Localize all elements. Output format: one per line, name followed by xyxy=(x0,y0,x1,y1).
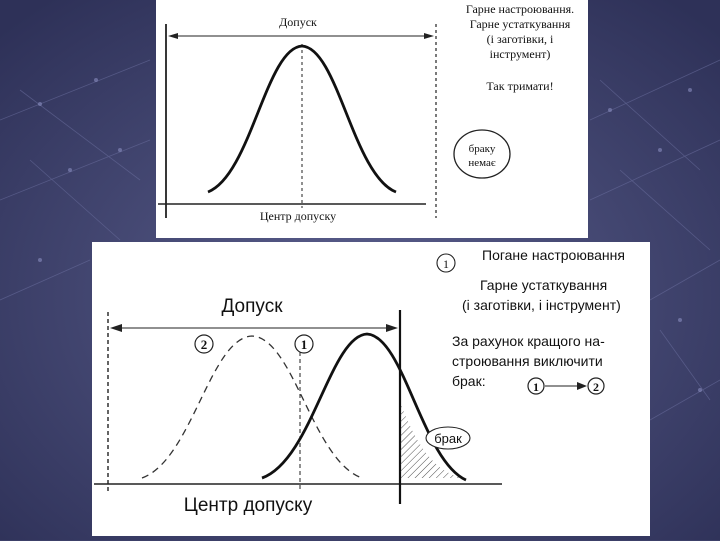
center-label: Центр допуску xyxy=(183,495,313,516)
advice-line-3: брак: xyxy=(452,373,486,389)
legend-line-1: Погане настроювання xyxy=(482,247,625,263)
advice-line-1: За рахунок кращого на- xyxy=(452,333,605,349)
svg-text:1: 1 xyxy=(443,257,449,271)
tolerance-label: Допуск xyxy=(221,296,283,317)
keep-label: Так тримати! xyxy=(486,79,554,93)
legend-line-2: Гарне устаткування xyxy=(480,277,608,293)
svg-text:1: 1 xyxy=(300,337,308,352)
good-setup-diagram xyxy=(156,0,588,238)
bubble-line-2: немає xyxy=(468,157,496,169)
tolerance-label: Допуск xyxy=(279,15,317,29)
bad-setup-panel xyxy=(92,242,650,536)
svg-text:1: 1 xyxy=(533,380,539,394)
bad-setup-diagram xyxy=(92,242,650,536)
note-line-2: Гарне устаткування xyxy=(469,17,571,31)
curve-1 xyxy=(262,334,466,480)
advice-line-2: строювання виключити xyxy=(452,353,603,369)
svg-text:2: 2 xyxy=(593,380,599,394)
defect-label: брак xyxy=(434,431,462,446)
good-setup-panel xyxy=(156,0,588,238)
bubble-line-1: браку xyxy=(468,143,496,155)
note-line-3: (і заготівки, і xyxy=(486,32,554,46)
note-line-1: Гарне настроювання. xyxy=(465,2,575,16)
svg-text:2: 2 xyxy=(200,337,208,352)
center-label: Центр допуску xyxy=(259,209,337,223)
legend-line-3: (і заготівки, і інструмент) xyxy=(462,297,621,313)
note-line-4: інструмент) xyxy=(489,47,551,61)
curve-2 xyxy=(142,336,362,478)
